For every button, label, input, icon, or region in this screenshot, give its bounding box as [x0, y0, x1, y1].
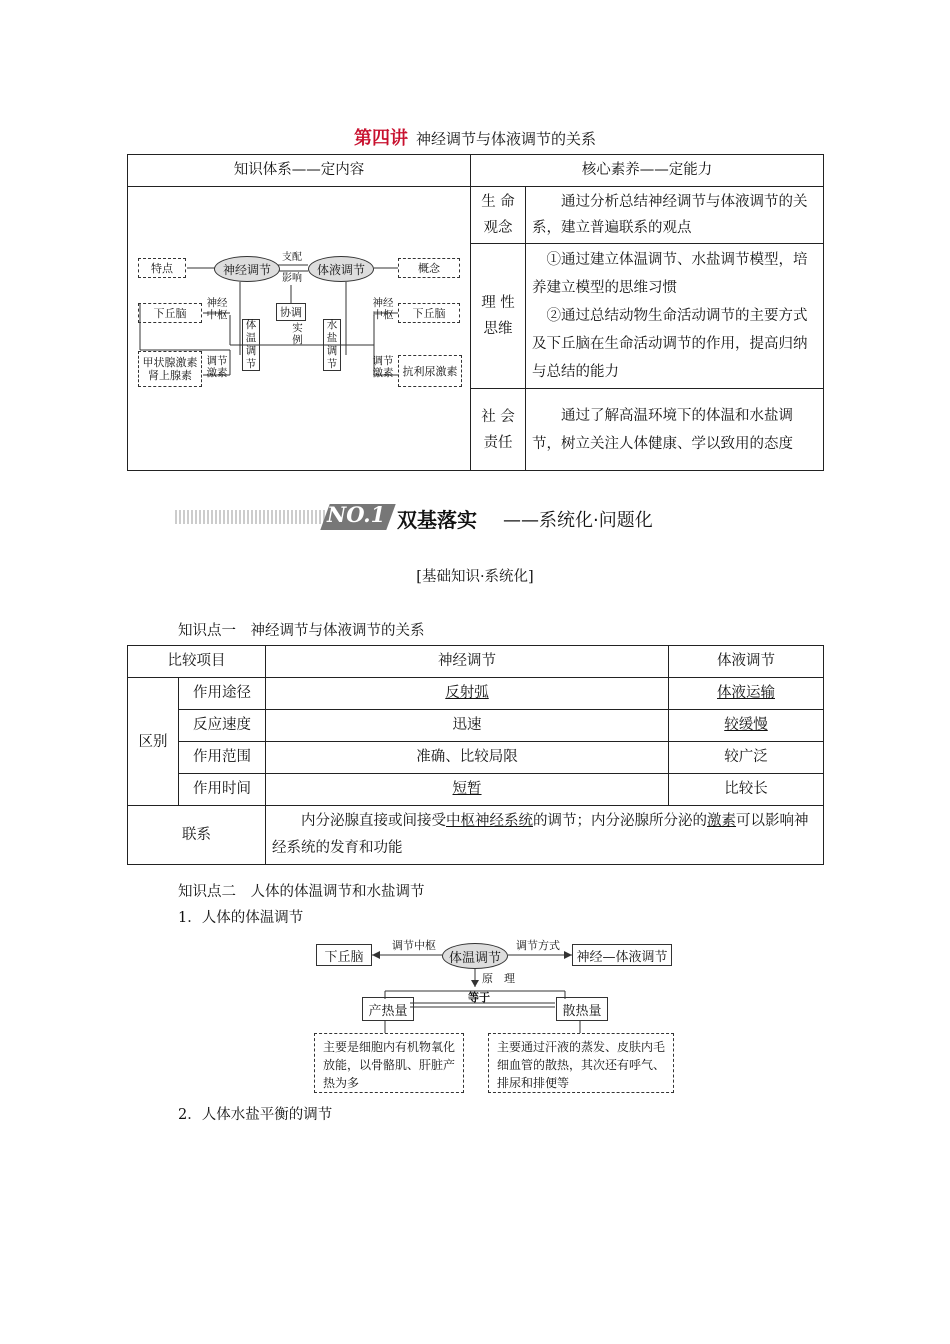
compare-humoral: 比较长	[669, 774, 824, 806]
compare-header: 神经调节	[266, 646, 669, 678]
link-label: 联系	[128, 806, 266, 865]
water-regulation-box: 水盐调节	[323, 319, 341, 371]
banner-stripe	[175, 510, 325, 524]
temp-regulation-box: 体温调节	[242, 319, 260, 371]
nerve-center-right-label: 神经中枢	[372, 297, 394, 321]
coordinate-box: 协调	[276, 303, 306, 321]
temperature-diagram	[310, 937, 680, 1097]
affect-label: 影响	[282, 273, 302, 284]
compare-humoral: 体液运输	[717, 685, 775, 701]
concept-box: 概念	[398, 258, 460, 278]
banner-subtitle: ——系统化·问题化	[503, 510, 653, 531]
compare-neural: 迅速	[266, 710, 669, 742]
compare-neural: 反射弧	[445, 685, 489, 701]
compare-item: 作用范围	[179, 742, 266, 774]
item-2-heading: 2．人体水盐平衡的调节	[178, 1107, 333, 1123]
hypothalamus-right-box: 下丘脑	[398, 303, 460, 323]
section-banner	[175, 500, 775, 536]
compare-neural: 短暂	[452, 781, 482, 797]
equal-label: 等于	[468, 991, 490, 1004]
hormone-right-label: 调节激素	[372, 355, 394, 379]
overview-head-right: 核心素养——定能力	[471, 155, 824, 187]
humoral-regulation-oval: 体液调节	[308, 256, 374, 282]
overview-head-left: 知识体系——定内容	[128, 155, 471, 187]
literacy-text: 通过分析总结神经调节与体液调节的关系，建立普遍联系的观点	[526, 187, 824, 244]
method-box: 神经—体液调节	[572, 944, 672, 966]
compare-header: 体液调节	[669, 646, 824, 678]
compare-item: 反应速度	[179, 710, 266, 742]
page-title	[0, 124, 950, 150]
knowledge-point-2: 知识点二 人体的体温调节和水盐调节	[178, 884, 425, 900]
link-text: 内分泌腺直接或间接受中枢神经系统的调节；内分泌腺所分泌的激素可以影响神经系统的发育和功能	[266, 806, 824, 865]
literacy-label: 理 性 思维	[471, 244, 526, 389]
heat-production-text: 主要是细胞内有机物氧化放能，以骨骼肌、肝脏产热为多	[314, 1033, 464, 1093]
adh-box: 抗利尿激素	[398, 355, 462, 387]
principle-label: 原 理	[482, 972, 515, 985]
banner-title: 双基落实	[397, 508, 477, 532]
compare-humoral: 较缓慢	[724, 717, 768, 733]
banner-badge: NO.1	[327, 502, 386, 527]
knowledge-point-1: 知识点一 神经调节与体液调节的关系	[178, 623, 425, 639]
literacy-text: 通过了解高温环境下的体温和水盐调节，树立关注人体健康、学以致用的态度	[526, 389, 824, 471]
knowledge-diagram	[128, 185, 470, 469]
center-label: 调节中枢	[392, 939, 436, 952]
heat-loss-text: 主要通过汗液的蒸发、皮肤内毛细血管的散热，其次还有呼气、排尿和排便等	[488, 1033, 674, 1093]
lecture-subject: 神经调节与体液调节的关系	[415, 130, 596, 148]
hypothalamus-box: 下丘脑	[316, 944, 372, 966]
difference-group-label: 区别	[128, 678, 179, 806]
compare-neural: 准确、比较局限	[266, 742, 669, 774]
feature-box: 特点	[138, 258, 186, 278]
nerve-center-left-label: 神经中枢	[206, 297, 228, 321]
compare-item: 作用时间	[179, 774, 266, 806]
compare-table	[127, 645, 824, 865]
compare-header: 比较项目	[128, 646, 266, 678]
literacy-text: ①通过建立体温调节、水盐调节模型，培养建立模型的思维习惯 ②通过总结动物生命活动调节的主要方式及下丘脑在生命活动调节的作用，提高归纳与总结的能力	[526, 244, 824, 389]
literacy-label: 社 会 责任	[471, 389, 526, 471]
heat-production-box: 产热量	[362, 997, 414, 1021]
temp-regulation-oval: 体温调节	[442, 943, 508, 969]
hypothalamus-left-box: 下丘脑	[138, 303, 202, 323]
compare-humoral: 较广泛	[669, 742, 824, 774]
lecture-number: 第四讲	[353, 128, 408, 149]
control-label: 支配	[282, 252, 302, 263]
section-label: [基础知识·系统化]	[416, 569, 534, 585]
example-label: 实例	[292, 322, 303, 346]
item-1-heading: 1．人体的体温调节	[178, 910, 304, 926]
left-hormones-box: 甲状腺激素肾上腺素	[138, 351, 202, 387]
method-label: 调节方式	[516, 939, 560, 952]
neural-regulation-oval: 神经调节	[214, 256, 280, 282]
hormone-left-label: 调节激素	[206, 355, 228, 379]
heat-loss-box: 散热量	[556, 997, 608, 1021]
compare-item: 作用途径	[179, 678, 266, 710]
literacy-label: 生 命 观念	[471, 187, 526, 244]
